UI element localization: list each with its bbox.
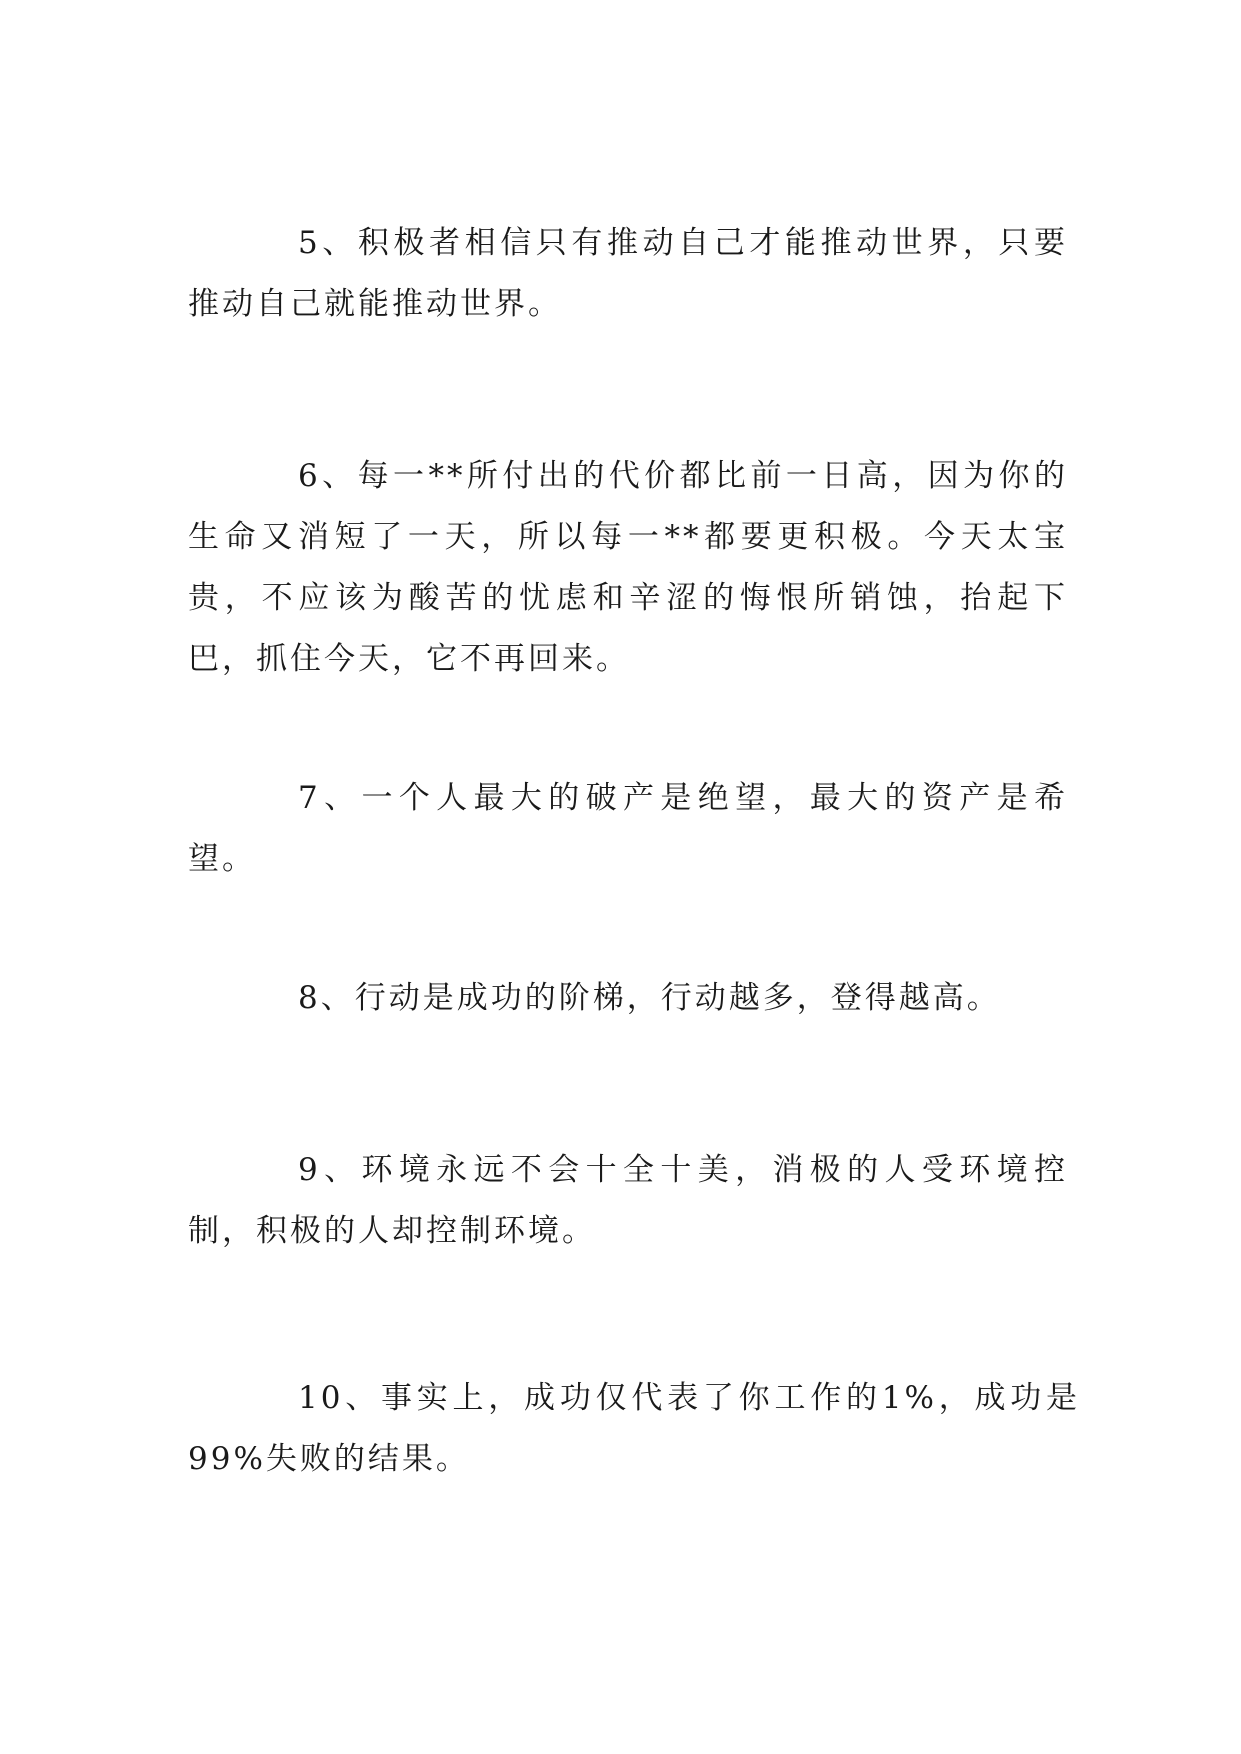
paragraph-5: 5、积极者相信只有推动自己才能推动世界，只要推动自己就能推动世界。 <box>188 225 1068 322</box>
paragraph-10: 10、事实上，成功仅代表了你工作的1%，成功是99%失败的结果。 <box>188 1380 1080 1477</box>
paragraph-6: 6、每一**所付出的代价都比前一日高，因为你的生命又消短了一天，所以每一**都要更积极。今天太宝贵，不应该为酸苦的忧虑和辛涩的悔恨所销蚀，抬起下巴，抓住今天，它不再回来。 <box>188 458 1068 677</box>
paragraph-8: 8、行动是成功的阶梯，行动越多，登得越高。 <box>298 980 1001 1016</box>
paragraph-9: 9、环境永远不会十全十美，消极的人受环境控制，积极的人却控制环境。 <box>188 1152 1068 1249</box>
paragraph-7: 7、一个人最大的破产是绝望，最大的资产是希望。 <box>188 780 1068 877</box>
